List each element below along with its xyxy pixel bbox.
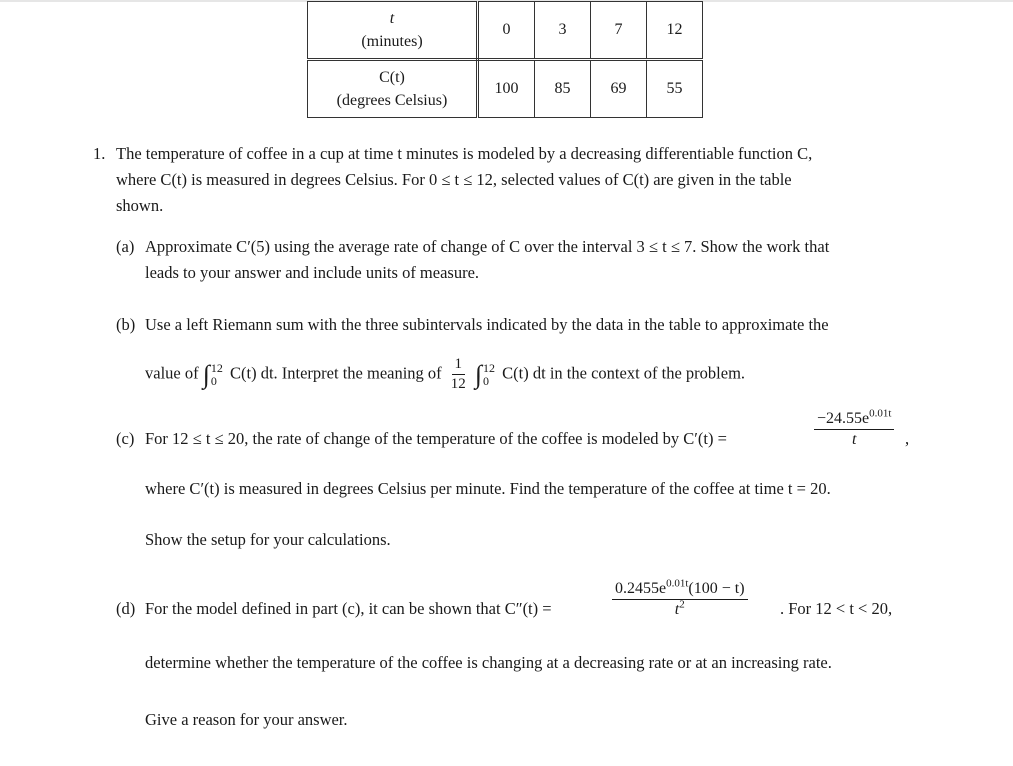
part-a-line2: leads to your answer and include units of measure. (145, 263, 480, 282)
part-d-trail: . For 12 < t < 20, (780, 599, 893, 618)
part-d-frac-num-base: 0.2455e (615, 580, 667, 597)
part-c-trail: , (905, 429, 910, 448)
c-cell: 55 (647, 60, 703, 118)
integral-2-lower: 0 (483, 373, 490, 388)
integral-1-upper: 12 (210, 360, 223, 375)
problem-intro-line3: shown. (116, 196, 164, 215)
t-cell: 0 (478, 2, 535, 60)
t-cell: 3 (535, 2, 591, 60)
t-cell: 12 (647, 2, 703, 60)
integral-1-lower: 0 (210, 373, 217, 388)
part-d-frac-den-base: t (674, 601, 680, 619)
c-header-unit: (degrees Celsius) (336, 92, 448, 109)
part-a-line1: Approximate C′(5) using the average rate of change of C over the interval 3 ≤ t ≤ 7. Show the work that (145, 237, 830, 256)
part-b-label: (b) (116, 315, 136, 334)
part-d-frac-num-exp: 0.01t (666, 577, 689, 590)
integral-2-upper: 12 (483, 360, 496, 375)
part-b-line2 (145, 356, 745, 394)
c-cell: 69 (591, 60, 647, 118)
part-d-frac-num-tail: (100 − t) (688, 580, 745, 597)
problem-intro-line1: The temperature of coffee in a cup at time t minutes is modeled by a decreasing differentiable function C, (116, 144, 813, 163)
t-header-unit: (minutes) (361, 33, 423, 50)
part-c-line1: For 12 ≤ t ≤ 20, the rate of change of the temperature of the coffee is modeled by C′(t) = (145, 429, 727, 448)
part-b-fraction (448, 356, 469, 394)
integral-sign-icon: ∫ (474, 359, 483, 389)
c-header-var: C(t) (379, 68, 405, 86)
part-c-frac-num-exp: 0.01t (869, 407, 892, 420)
problem-number: 1. (93, 144, 106, 163)
c-cell: 85 (535, 60, 591, 118)
t-cell: 7 (591, 2, 647, 60)
part-c-frac-num-base: −24.55e (817, 410, 870, 427)
problem-intro-line2: where C(t) is measured in degrees Celsius. For 0 ≤ t ≤ 12, selected values of C(t) are given in the table (116, 170, 792, 189)
part-d-fraction (610, 577, 750, 620)
part-d-label: (d) (116, 599, 136, 618)
part-b-tail: in the context of the problem. (549, 363, 746, 383)
c-cell: 100 (478, 60, 535, 118)
part-c-line2: where C′(t) is measured in degrees Celsius per minute. Find the temperature of the coffee at time t = 20. (145, 479, 831, 498)
t-header (308, 2, 478, 60)
data-table (307, 1, 703, 118)
part-a-label: (a) (116, 237, 135, 256)
part-b-frac-den: 12 (450, 376, 466, 393)
part-b-integrand2: C(t) dt (502, 363, 546, 383)
part-b-frac-num: 1 (452, 356, 466, 375)
part-b-value-of: value of (145, 363, 199, 383)
part-d-line3: Give a reason for your answer. (145, 710, 348, 729)
part-d-line2: determine whether the temperature of the coffee is changing at a decreasing rate or at an increasing rate. (145, 653, 832, 672)
part-b-integrand: C(t) dt. Interpret the meaning of (229, 363, 442, 383)
integral-1 (202, 359, 226, 389)
c-header (308, 60, 478, 118)
integral-2 (474, 359, 498, 389)
part-d-frac-den-exp: 2 (679, 599, 685, 612)
part-c-label: (c) (116, 429, 135, 448)
part-c-line3: Show the setup for your calculations. (145, 530, 391, 549)
integral-1-limits (211, 362, 223, 388)
part-c-frac-den: t (851, 431, 857, 449)
part-c-fraction (812, 407, 896, 450)
table-row-c (308, 60, 703, 118)
integral-sign-icon: ∫ (202, 359, 210, 389)
part-b-line1: Use a left Riemann sum with the three subintervals indicated by the data in the table to approximate the (145, 315, 829, 334)
part-d-line1: For the model defined in part (c), it can be shown that C″(t) = (145, 599, 552, 618)
integral-2-limits (483, 362, 495, 388)
t-header-var: t (389, 9, 395, 27)
table-row-t (308, 2, 703, 60)
